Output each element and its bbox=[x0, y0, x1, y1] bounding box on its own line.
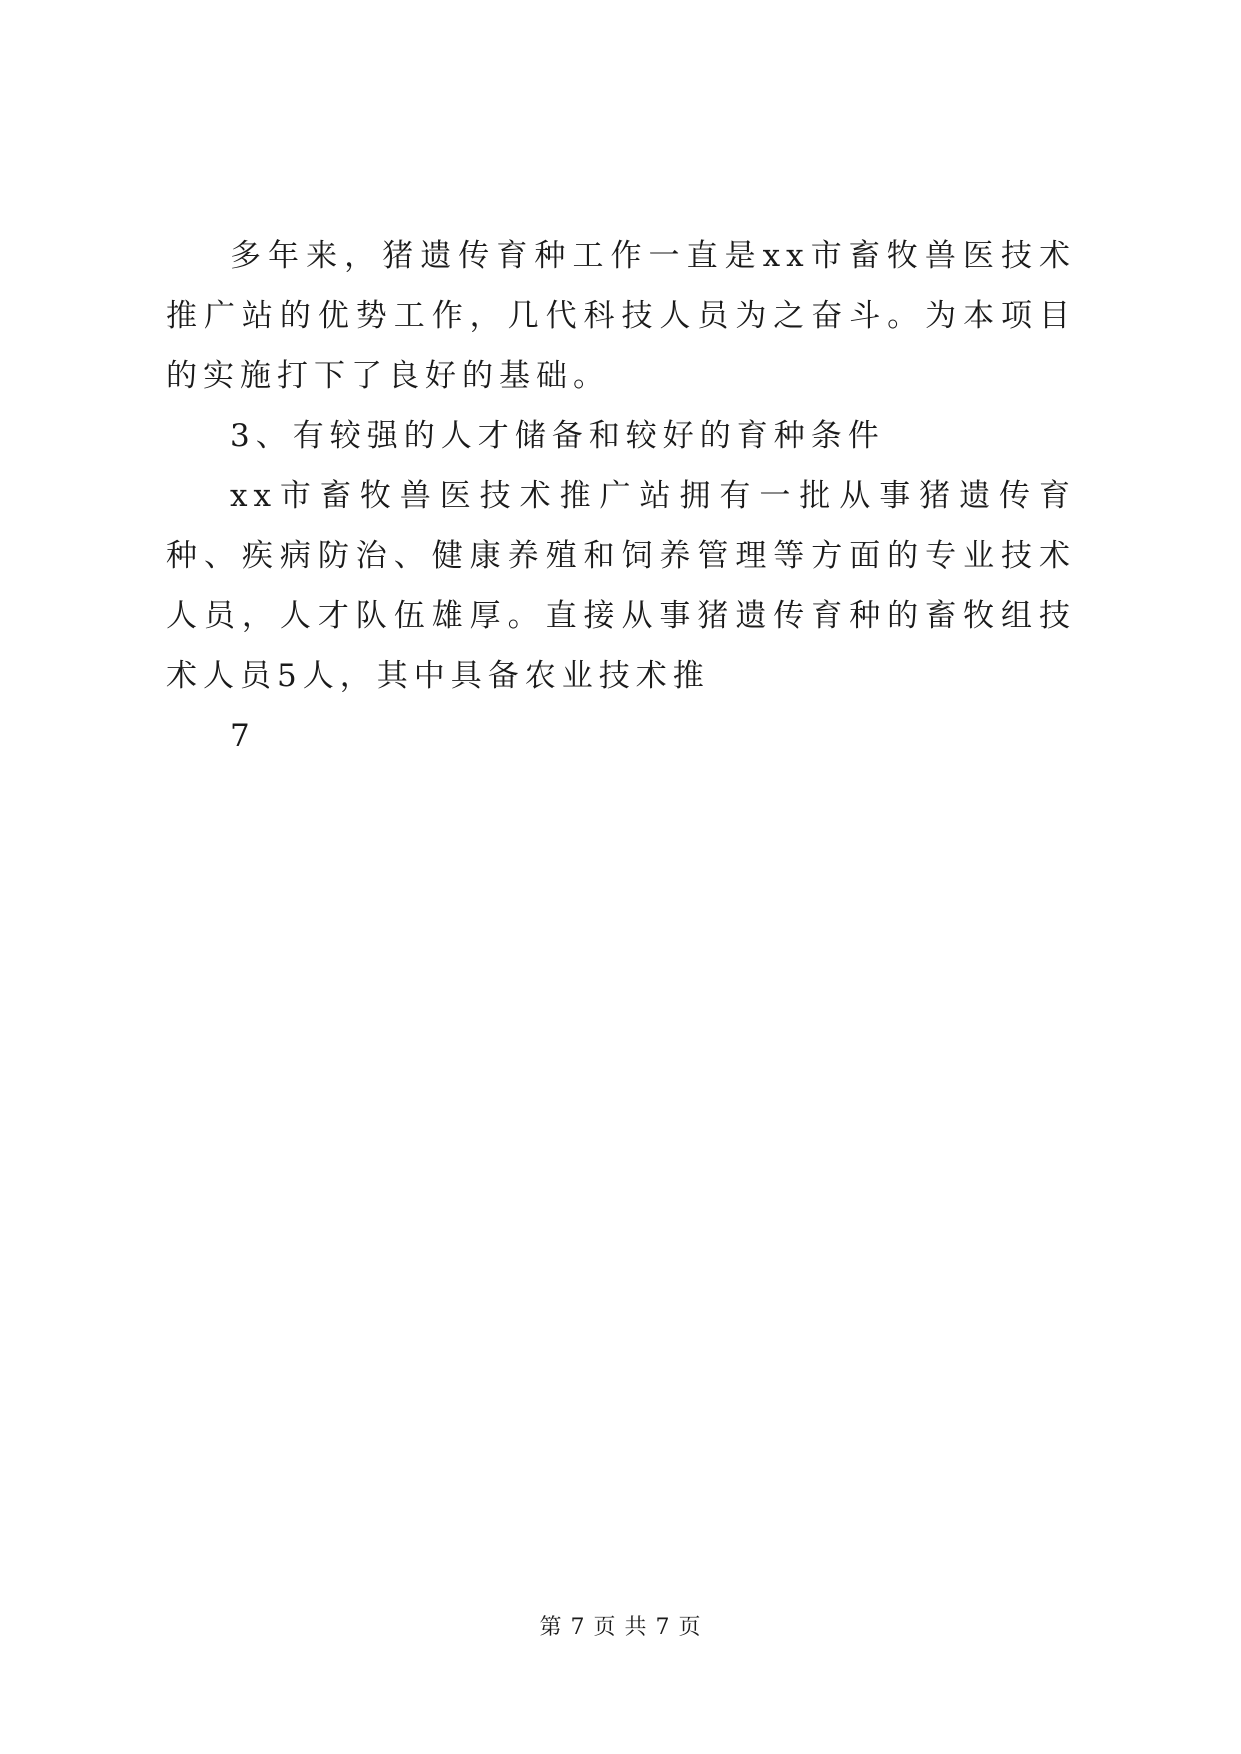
page-footer: 第 7 页 共 7 页 bbox=[539, 1615, 702, 1640]
document-body bbox=[166, 226, 1076, 766]
section-heading: 3、有较强的人才储备和较好的育种条件 bbox=[230, 418, 885, 454]
paragraph-intro: 多年来，猪遗传育种工作一直是xx市畜牧兽医技术推广站的优势工作，几代科技人员为之奋斗。为本项目的实施打下了良好的基础。 bbox=[166, 238, 1076, 394]
paragraph-talent: xx市畜牧兽医技术推广站拥有一批从事猪遗传育种、疾病防治、健康养殖和饲养管理等方面的专业技术人员，人才队伍雄厚。直接从事猪遗传育种的畜牧组技术人员5人，其中具备农业技术推 bbox=[166, 478, 1076, 694]
paragraph-fragment: 7 bbox=[230, 718, 256, 754]
